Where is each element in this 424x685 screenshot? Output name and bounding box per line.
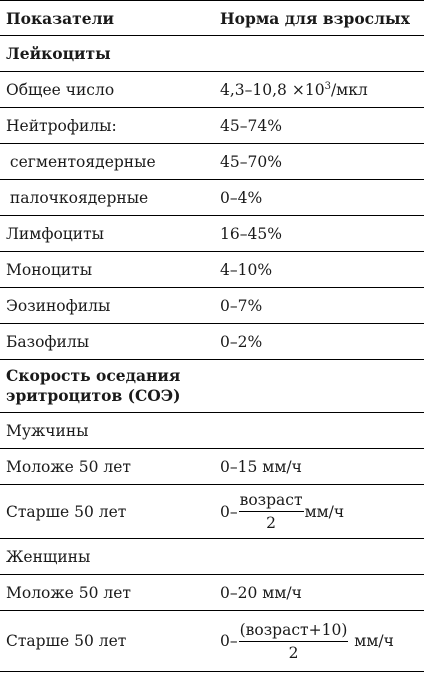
row-value: 0–2% [217, 324, 424, 360]
table-row [0, 252, 424, 288]
row-value: 0– $\frac{\text{возраст}}{2}$ мм/ч [217, 485, 424, 539]
table-row [0, 288, 424, 324]
fraction: $\frac{\text{возраст}}{2}$ [239, 491, 303, 532]
row-value: 0–20 мм/ч [217, 575, 424, 611]
row-value: 0– $\frac{\text{(возраст+10)}}{2}$ мм/ч [217, 611, 424, 672]
table-row [0, 449, 424, 485]
subsection-label: Женщины [0, 539, 424, 575]
row-value: 45–74% [217, 108, 424, 144]
row-value: 45–70% [217, 144, 424, 180]
row-value: 0–7% [217, 288, 424, 324]
table-header-row [0, 1, 424, 36]
row-name: Общее число [0, 72, 217, 108]
subsection-label: Мужчины [0, 413, 424, 449]
table-row [0, 611, 424, 672]
table-row [0, 485, 424, 539]
row-value: $4,3-10,8 \times 10^3$/мкл [217, 72, 424, 108]
table-row [0, 144, 424, 180]
row-name: Старше 50 лет [0, 485, 217, 539]
row-name: Эозинофилы [0, 288, 217, 324]
row-value: 0–15 мм/ч [217, 449, 424, 485]
table-row [0, 180, 424, 216]
subsection-men [0, 413, 424, 449]
table-row [0, 108, 424, 144]
row-value: 4–10% [217, 252, 424, 288]
table-row [0, 72, 424, 108]
table-row [0, 324, 424, 360]
row-name: сегментоядерные [0, 144, 217, 180]
row-name: Моноциты [0, 252, 217, 288]
row-value: 0–4% [217, 180, 424, 216]
row-name: Старше 50 лет [0, 611, 217, 672]
row-name: Лимфоциты [0, 216, 217, 252]
row-name: Нейтрофилы: [0, 108, 217, 144]
subsection-women [0, 539, 424, 575]
row-name: палочкоядерные [0, 180, 217, 216]
row-name: Моложе 50 лет [0, 575, 217, 611]
header-indicators: Показатели [0, 1, 217, 36]
section-leukocytes [0, 36, 424, 72]
section-title: Лейкоциты [0, 36, 424, 72]
header-adult-norm: Норма для взрослых [217, 1, 424, 36]
fraction: $\frac{\text{(возраст+10)}}{2}$ [239, 620, 348, 662]
section-title: Скорость оседания эритроцитов (СОЭ) [0, 360, 424, 413]
row-name: Базофилы [0, 324, 217, 360]
row-name: Моложе 50 лет [0, 449, 217, 485]
table-row [0, 216, 424, 252]
row-value: 16–45% [217, 216, 424, 252]
table-row [0, 575, 424, 611]
section-esr [0, 360, 424, 413]
